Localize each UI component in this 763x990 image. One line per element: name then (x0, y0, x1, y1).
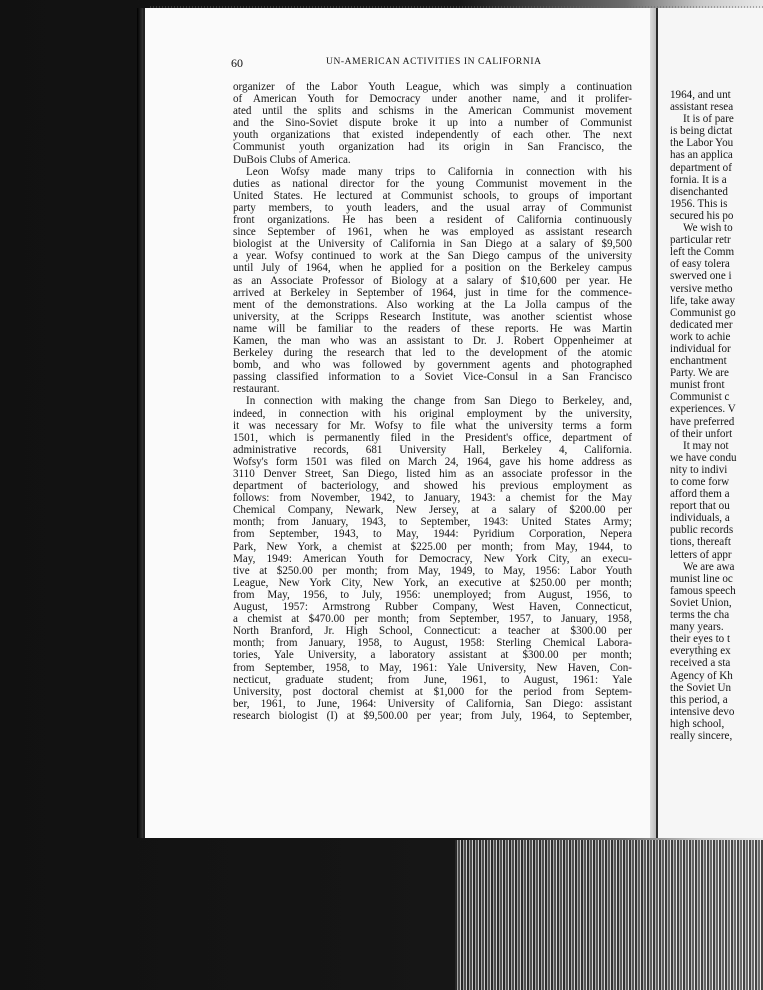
text-line: many years. (670, 621, 724, 634)
page-header (231, 56, 635, 72)
text-line: North Branford, Jr. High School, Connecticut: a teacher at $300.00 per (233, 625, 632, 638)
text-line: Communist youth organization had its origin in San Francisco, the (233, 141, 632, 154)
book-gutter (650, 8, 656, 838)
text-line: Soviet Union, (670, 596, 732, 609)
text-line: work to achie (670, 330, 731, 343)
text-line: August, 1957: Armstrong Rubber Company, West Haven, Connecticut, (233, 601, 632, 614)
text-line: from September, 1958, to May, 1961: Yale University, New Haven, Con- (233, 661, 632, 674)
text-line: the Labor You (670, 137, 734, 150)
text-line: Park, New York, a chemist at $225.00 per month; from May, 1944, to (233, 540, 632, 553)
page-number: 60 (231, 56, 243, 70)
text-line: restaurant. (233, 383, 280, 396)
text-line: department of (670, 161, 732, 174)
text-line: ated until the splits and schisms in the American Communist movement (233, 105, 632, 118)
text-line: have preferred (670, 415, 735, 428)
text-line: bomb, and who was followed by government agents and photographed (233, 359, 632, 372)
text-line: month; from January, 1958, to August, 1958: Sterling Chemical Labora- (233, 637, 632, 650)
text-line: DuBois Clubs of America. (233, 153, 351, 166)
text-line: nity to indivi (670, 463, 728, 476)
text-line: month; from January, 1943, to September, 1943: United States Army; (233, 516, 632, 529)
running-head: UN-AMERICAN ACTIVITIES IN CALIFORNIA (326, 57, 542, 67)
text-line: versive metho (670, 282, 733, 295)
text-line: research biologist (I) at $9,500.00 per year; from July, 1964, to September, (233, 709, 632, 722)
text-line: front organizations. He has been a resident of California continuously (233, 214, 632, 227)
text-line: We are awa (683, 560, 735, 573)
right-page-text (670, 89, 763, 742)
text-line: League, New York City, New York, an executive at $250.00 per month; (233, 576, 632, 589)
text-line: 1956. This is (670, 197, 728, 210)
text-line: from September, 1943, to May, 1944: Pyridium Corporation, Nepera (233, 528, 632, 541)
text-line: Party. We are (670, 367, 729, 380)
text-line: Berkeley during the research that led to the development of the atomic (233, 347, 632, 360)
text-line: passing classified information to a Soviet Vice-Consul in a San Francisco (233, 371, 632, 384)
text-line: University, post doctoral chemist at $1,000 for the period from Septem- (233, 685, 632, 698)
text-line: organizer of the Labor Youth League, which was simply a continuation (233, 81, 632, 93)
text-line: Leon Wofsy made many trips to California in connection with his (246, 165, 632, 178)
text-line: duties as national director for the young Communist movement in the (233, 177, 632, 190)
text-line: since September of 1961, when he was employed as assistant research (233, 226, 632, 239)
scan-noise-artifact (455, 840, 763, 990)
text-line: Kamen, the man who was an assistant to Dr. J. Robert Oppenheimer at (233, 334, 632, 347)
text-line: to come forw (670, 476, 730, 488)
text-line: ber, 1961, to June, 1964: University of California, San Diego: assistant (233, 697, 632, 710)
text-line: We wish to (683, 222, 733, 235)
text-line: enchantment (670, 355, 727, 368)
text-line: munist front (670, 379, 725, 392)
text-line: of easy tolera (670, 258, 730, 271)
text-line: of American Youth for Democracy under another name, and it prolifer- (233, 93, 632, 106)
text-line: youth organizations that existed independently of each other. The next (233, 129, 632, 142)
text-line: public records (670, 524, 734, 537)
text-line: as an Associate Professor of Biology at a salary of $10,600 per year. He (233, 274, 632, 287)
text-line: the Soviet Un (670, 681, 732, 694)
text-line: May, 1949: American Youth for Democracy, New York City, an execu- (233, 552, 632, 565)
text-line: department of bacteriology, and showed his previous employment as (233, 480, 632, 493)
text-line: intensive devo (670, 705, 735, 718)
text-line: tories, Yale University, a laboratory assistant at $300.00 per month; (233, 649, 632, 662)
text-line: 1964, and unt (670, 89, 731, 101)
text-line: assistant resea (670, 101, 734, 114)
text-line: Wofsy's form 1501 was filed on March 24, 1964, gave his home address as (233, 455, 632, 468)
text-line: report that ou (670, 500, 730, 513)
text-line: life, take away (670, 294, 735, 307)
text-line: It is of pare (683, 113, 734, 126)
text-line: from May, 1956, to July, 1956: unemployed; from August, 1956, to (233, 588, 632, 601)
text-line: party members, to youth leaders, and the usual array of Communist (233, 201, 632, 214)
text-line: necticut, graduate student; from June, 1961, to August, 1961: Yale (233, 673, 632, 686)
text-line: Communist c (670, 391, 730, 404)
text-line: name will be familiar to the readers of these reports. He was Martin (233, 322, 632, 335)
text-line: fornia. It is a (670, 173, 727, 186)
text-line: their eyes to t (670, 633, 731, 646)
text-line: individual for (670, 342, 731, 355)
text-line: has an applica (670, 149, 733, 162)
text-line: dedicated mer (670, 318, 733, 331)
text-line: this period, a (670, 693, 728, 706)
text-line: Chemical Company, Newark, New Jersey, at a salary of $200.00 per (233, 504, 632, 517)
text-line: tions, thereaft (670, 536, 731, 549)
text-line: left the Comm (670, 246, 735, 259)
text-line: a chemist at $470.00 per month; from September, 1957, to January, 1958, (233, 613, 632, 626)
text-line: disenchanted (670, 185, 728, 198)
text-line: swerved one i (670, 270, 732, 283)
text-line: high school, (670, 717, 725, 730)
text-line: afford them a (670, 488, 730, 501)
text-line: of their unfort (670, 427, 733, 440)
text-line: until July of 1964, when he applied for a position on the Berkeley campus (233, 262, 632, 275)
text-line: secured his po (670, 209, 734, 222)
text-line: particular retr (670, 234, 731, 247)
text-line: is being dictat (670, 125, 733, 138)
text-line: 3110 Denver Street, San Diego, listed him as an associate professor in the (233, 468, 632, 480)
text-line: follows: from November, 1942, to January, 1943: a chemist for the May (233, 492, 632, 505)
text-line: it was necessary for Mr. Wofsy to file what the university terms a form (233, 419, 632, 432)
text-line: really sincere, (670, 729, 733, 742)
text-line: 1501, which is permanently filed in the President's office, department of (233, 431, 632, 444)
text-line: It may not (683, 439, 729, 452)
text-line: we have condu (670, 451, 737, 464)
text-line: administrative records, 681 University Hall, Berkeley 4, California. (233, 443, 632, 456)
text-line: and the Sino-Soviet dispute broke it up into a number of Communist (233, 117, 632, 130)
text-line: received a sta (670, 657, 731, 670)
text-line: United States. He lectured at Communist schools, to groups of important (233, 189, 632, 202)
text-line: everything ex (670, 645, 731, 658)
text-line: arrived at Berkeley in September of 1964, just in time for the commence- (233, 286, 632, 299)
text-line: a year. Wofsy continued to work at the San Diego campus of the university (233, 250, 632, 263)
text-line: indeed, in connection with his original employment by the university, (233, 407, 632, 420)
text-line: Agency of Kh (670, 669, 733, 682)
text-line: biologist at the University of California in San Diego at a salary of $9,500 (233, 238, 632, 251)
text-line: munist line oc (670, 572, 733, 585)
text-line: letters of appr (670, 548, 732, 561)
text-line: individuals, a (670, 512, 730, 525)
text-line: ment of the demonstrations. Also working at the La Jolla campus of the (233, 298, 632, 311)
text-line: In connection with making the change from San Diego to Berkeley, and, (246, 395, 632, 408)
left-page-text (233, 81, 632, 722)
text-line: Communist go (670, 306, 736, 319)
text-line: university, at the Scripps Research Institute, was another scientist whose (233, 310, 632, 323)
text-line: tive at $250.00 per month; from May, 1949, to May, 1956: Labor Youth (233, 564, 632, 577)
text-line: experiences. V (670, 403, 736, 416)
text-line: famous speech (670, 584, 736, 597)
text-line: terms the cha (670, 609, 730, 622)
